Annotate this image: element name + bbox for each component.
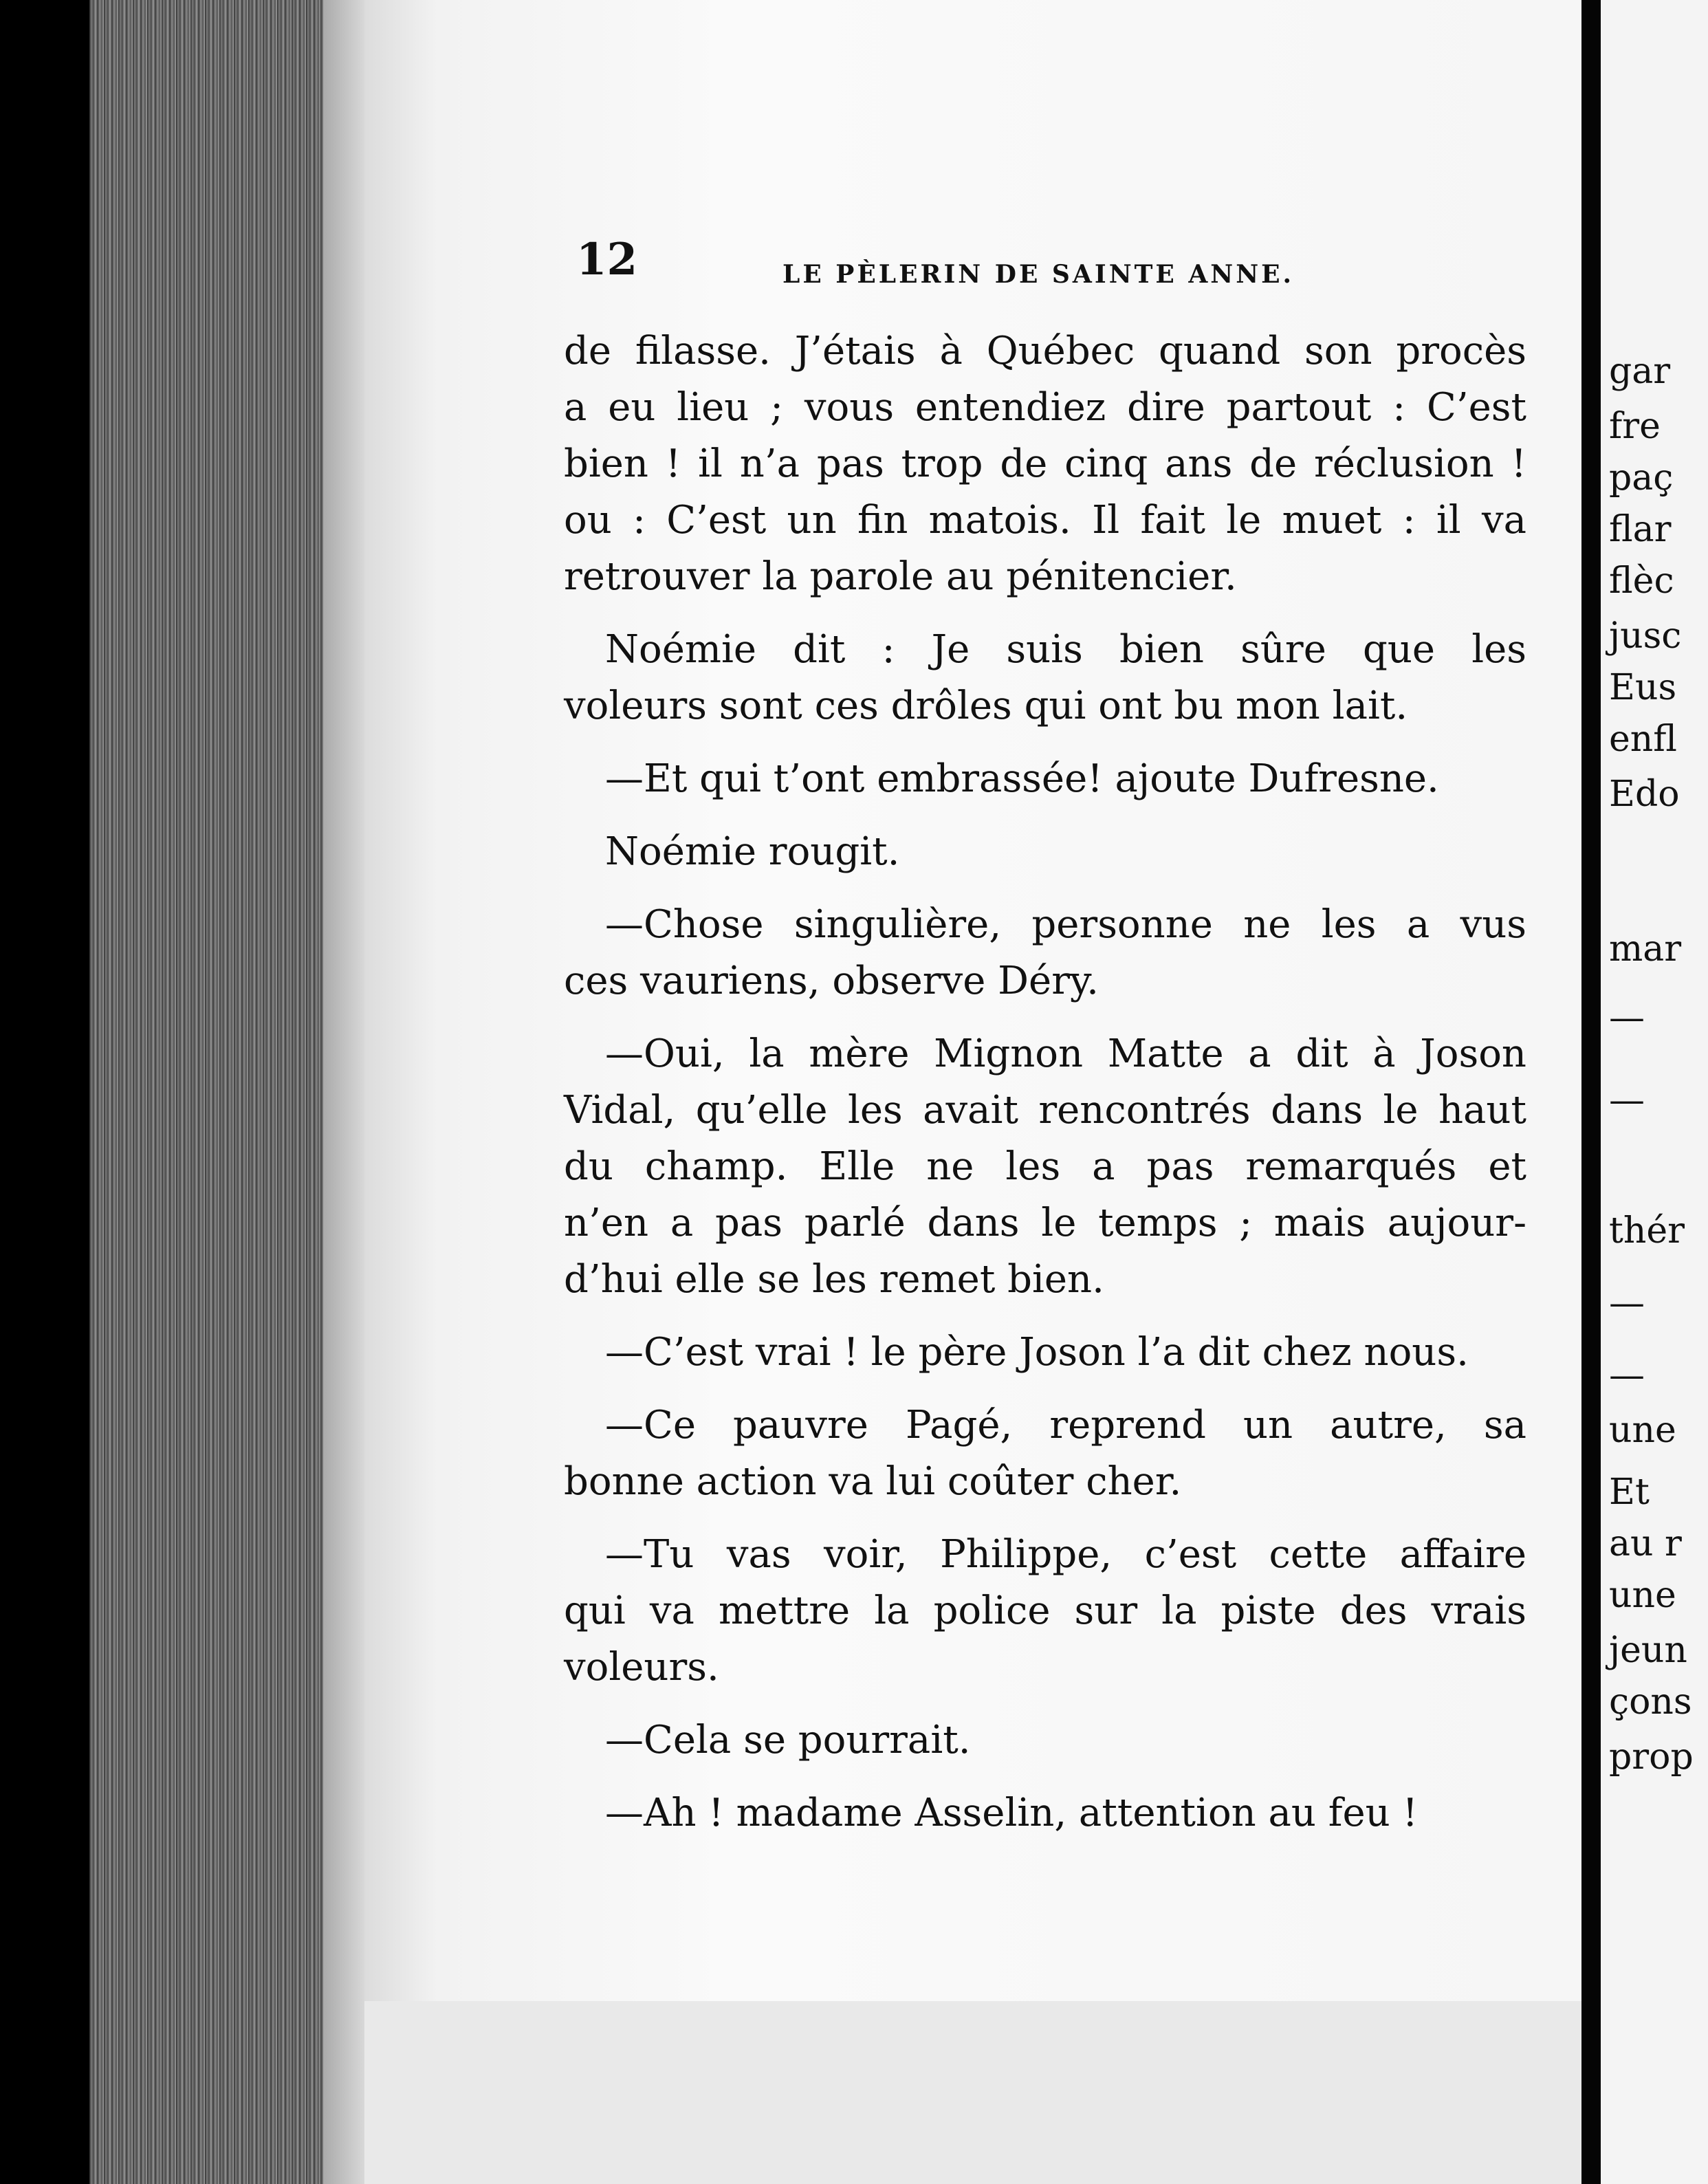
text-line: n’en a pas parlé dans le temps ; mais aujour- <box>564 1201 1526 1245</box>
text-line: —C’est vrai ! le père Joson l’a dit chez nous. <box>605 1330 1469 1375</box>
facing-page-fragment: thér <box>1609 1210 1685 1252</box>
paragraph-gap <box>564 734 1526 751</box>
book-gutter <box>1581 0 1601 2184</box>
page-bottom-margin <box>364 2001 1581 2184</box>
facing-page-fragment: Et <box>1609 1472 1650 1513</box>
facing-page-fragment: — <box>1609 1080 1645 1121</box>
page-number: 12 <box>576 234 638 285</box>
text-line: —Cela se pourrait. <box>605 1718 971 1762</box>
text-line: ou : C’est un fin matois. Il fait le muet : il va <box>564 498 1526 543</box>
text-line: —Ce pauvre Pagé, reprend un autre, sa <box>605 1403 1526 1448</box>
facing-page-fragment: flèc <box>1609 560 1674 602</box>
text-line: du champ. Elle ne les a pas remarqués et <box>564 1144 1526 1189</box>
body-text <box>564 323 1526 1842</box>
paragraph-gap <box>564 807 1526 824</box>
facing-page-fragment: mar <box>1609 928 1682 970</box>
facing-page-fragment: fre <box>1609 406 1661 447</box>
text-line: voleurs sont ces drôles qui ont bu mon lait. <box>564 684 1408 728</box>
running-head <box>576 234 1326 296</box>
text-line: —Tu vas voir, Philippe, c’est cette affaire <box>605 1532 1526 1577</box>
facing-page-fragment: paç <box>1609 457 1674 499</box>
running-title: LE PÈLERIN DE SAINTE ANNE. <box>782 260 1295 289</box>
text-line: bonne action va lui coûter cher. <box>564 1459 1182 1504</box>
facing-page-sliver <box>1601 0 1708 2184</box>
text-line: —Chose singulière, personne ne les a vus <box>605 902 1526 947</box>
facing-page-fragment: Edo <box>1609 774 1680 815</box>
facing-page-fragment: flar <box>1609 509 1672 550</box>
facing-page-fragment: — <box>1609 1355 1645 1396</box>
text-line: qui va mettre la police sur la piste des vrais <box>564 1588 1526 1633</box>
facing-page-fragment: une <box>1609 1410 1676 1451</box>
facing-page-fragment: gar <box>1609 351 1671 392</box>
paragraph-gap <box>564 1769 1526 1785</box>
facing-page-fragment: enfl <box>1609 719 1677 760</box>
facing-page-fragment: çons <box>1609 1681 1692 1723</box>
paragraph-gap <box>564 1009 1526 1026</box>
text-line: ces vauriens, observe Déry. <box>564 959 1099 1003</box>
paragraph-gap <box>564 1381 1526 1397</box>
facing-page-fragment: Eus <box>1609 667 1677 708</box>
paragraph-gap <box>564 880 1526 897</box>
paragraph-gap <box>564 1308 1526 1324</box>
text-line: —Ah ! madame Asselin, attention au feu ! <box>605 1791 1419 1835</box>
text-line: Noémie dit : Je suis bien sûre que les <box>605 627 1526 672</box>
text-line: —Oui, la mère Mignon Matte a dit à Joson <box>605 1031 1526 1076</box>
text-line: Noémie rougit. <box>605 829 900 874</box>
text-line: Vidal, qu’elle les avait rencontrés dans le haut <box>564 1088 1526 1133</box>
text-line: d’hui elle se les remet bien. <box>564 1257 1104 1302</box>
paragraph-gap <box>564 1510 1526 1527</box>
facing-page-fragment: jeun <box>1609 1630 1687 1671</box>
text-line: de filasse. J’étais à Québec quand son procès <box>564 329 1526 373</box>
text-line: —Et qui t’ont embrassée! ajoute Dufresne. <box>605 756 1439 801</box>
paragraph-gap <box>564 605 1526 622</box>
page-edge-stack <box>89 0 364 2184</box>
facing-page-fragment: au r <box>1609 1523 1682 1564</box>
facing-page-fragment: une <box>1609 1575 1676 1616</box>
paragraph-gap <box>564 1696 1526 1712</box>
facing-page-fragment: prop <box>1609 1736 1694 1778</box>
facing-page-fragment: jusc <box>1609 615 1682 657</box>
facing-page-fragment: — <box>1609 1282 1645 1324</box>
text-line: a eu lieu ; vous entendiez dire partout : C’est <box>564 385 1526 430</box>
text-line: retrouver la parole au pénitencier. <box>564 554 1237 599</box>
text-line: voleurs. <box>564 1645 719 1690</box>
facing-page-fragment: — <box>1609 997 1645 1038</box>
text-line: bien ! il n’a pas trop de cinq ans de réclusion ! <box>564 441 1526 486</box>
